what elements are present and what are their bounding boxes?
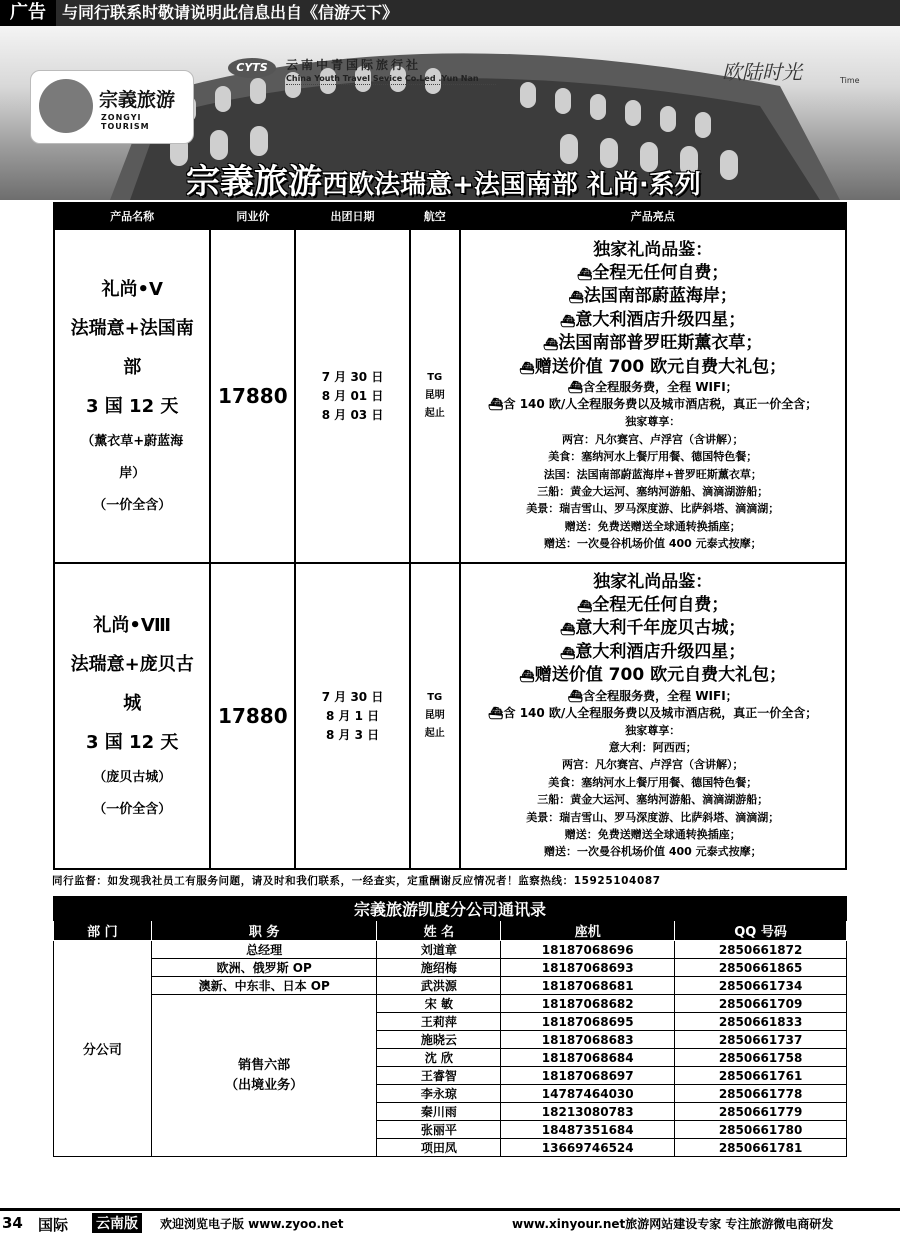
- ship-icon: ⛴: [519, 360, 535, 375]
- ship-icon: ⛴: [519, 669, 535, 684]
- ship-icon: ⛴: [567, 688, 584, 703]
- highlight-item: ⛴含 140 欧/人全程服务费以及城市酒店税，真正一价全含；: [488, 705, 818, 720]
- header-qq: QQ 号码: [675, 921, 847, 941]
- sales-unit-name: 销售六部: [238, 1057, 291, 1073]
- highlight-detail: 美食：塞纳河水上餐厅用餐、德国特色餐；: [548, 450, 758, 464]
- name-cell: 王莉萍: [377, 1013, 501, 1031]
- department-cell: 分公司: [54, 941, 152, 1157]
- header-price: 同业价: [210, 203, 295, 229]
- supervision-notice: 同行监督：如发现我社员工有服务问题，请及时和我们联系，一经查实，定重酬谢反应情况者！监察热线：15925104087: [52, 875, 661, 887]
- qq-cell: 2850661865: [675, 959, 847, 977]
- logo-text-cn: 宗義旅游: [99, 89, 176, 111]
- departure-date: 8 月 1 日: [325, 708, 380, 723]
- highlight-detail: 法国：法国南部蔚蓝海岸+普罗旺斯薰衣草；: [543, 467, 762, 481]
- highlight-item: ⛴赠送价值 700 欧元自费大礼包；: [519, 356, 787, 377]
- qq-cell: 2850661709: [675, 995, 847, 1013]
- product-airline: [410, 563, 460, 869]
- footer-website-link[interactable]: 欢迎浏览电子版 www.zyoo.net: [160, 1217, 344, 1231]
- product-note: （薰衣草+蔚蓝海: [81, 434, 184, 449]
- ship-icon: ⛴: [488, 397, 504, 412]
- ship-icon: ⛴: [568, 290, 584, 305]
- highlight-detail: 赠送：免费送赠送全球通转换插座；: [564, 828, 741, 842]
- product-row: [54, 563, 846, 869]
- highlight-item: ⛴意大利酒店升级四星；: [560, 641, 746, 662]
- departure-date: 8 月 3 日: [325, 727, 380, 742]
- qq-cell: 2850661833: [675, 1013, 847, 1031]
- ship-icon: ⛴: [488, 705, 504, 720]
- header-department: 部 门: [54, 921, 152, 941]
- directory-header: [54, 921, 847, 941]
- page-number: 34: [2, 1214, 23, 1232]
- header-highlights: 产品亮点: [460, 203, 846, 229]
- airline-note: 起止: [424, 408, 445, 419]
- ship-icon: ⛴: [567, 380, 584, 395]
- name-cell: 施绍梅: [377, 959, 501, 977]
- table-row: [54, 941, 847, 959]
- phone-cell: 18187068683: [501, 1031, 675, 1049]
- highlight-detail: 两宫：凡尔赛宫、卢浮宫（含讲解）；: [562, 758, 744, 772]
- phone-cell: 18187068695: [501, 1013, 675, 1031]
- product-price: 17880: [210, 229, 295, 563]
- highlight-title: 独家礼尚品鉴：: [593, 240, 713, 261]
- ship-icon: ⛴: [560, 645, 576, 660]
- header-dates: 出团日期: [295, 203, 409, 229]
- table-row: [54, 977, 847, 995]
- directory-title: 宗義旅游凯度分公司通讯录: [54, 897, 847, 921]
- qq-cell: 2850661778: [675, 1085, 847, 1103]
- phone-cell: 18187068697: [501, 1067, 675, 1085]
- highlight-item: ⛴全程无任何自费；: [577, 262, 729, 283]
- product-name-line: 礼尚•Ⅴ: [101, 279, 163, 300]
- product-note: （庞贝古城）: [93, 770, 172, 785]
- footprint-icon: [39, 79, 93, 133]
- airline-note: 起止: [424, 728, 445, 739]
- qq-cell: 2850661780: [675, 1121, 847, 1139]
- header-role: 职 务: [151, 921, 377, 941]
- highlight-item: ⛴法国南部蔚蓝海岸；: [568, 286, 737, 307]
- product-note: 岸）: [119, 466, 146, 481]
- brand-script: 欧陆时光: [722, 60, 802, 84]
- product-note: （一价全含）: [93, 802, 172, 817]
- ship-icon: ⛴: [577, 598, 593, 613]
- product-table: [53, 202, 847, 870]
- name-cell: 武洪源: [377, 977, 501, 995]
- highlight-title: 独家礼尚品鉴：: [593, 572, 713, 593]
- series-title: [186, 154, 701, 200]
- logo-text-en: ZONGYI TOURISM: [101, 113, 150, 131]
- ship-icon: ⛴: [577, 266, 593, 281]
- highlight-item: ⛴含全程服务费，全程 WIFI；: [567, 688, 738, 703]
- airline-city: 昆明: [424, 710, 445, 721]
- cyts-fine-print: [286, 84, 496, 89]
- qq-cell: 2850661872: [675, 941, 847, 959]
- header-phone: 座机: [501, 921, 675, 941]
- departure-date: 7 月 30 日: [321, 689, 384, 704]
- role-cell: 总经理: [151, 941, 377, 959]
- phone-cell: 18187068696: [501, 941, 675, 959]
- ad-tag: 广告: [0, 0, 56, 26]
- qq-cell: 2850661734: [675, 977, 847, 995]
- name-cell: 刘道章: [377, 941, 501, 959]
- product-dates: [295, 229, 409, 563]
- phone-cell: 18187068681: [501, 977, 675, 995]
- cyts-name-en: China Youth Travel Sevice Co.Led .Yun Nan: [286, 74, 479, 83]
- airline-code: TG: [427, 692, 443, 703]
- highlight-item: ⛴意大利酒店升级四星；: [560, 309, 746, 330]
- banner: [0, 26, 900, 200]
- cyts-name-cn: 云南中青国际旅行社: [286, 58, 422, 72]
- departure-date: 8 月 01 日: [321, 388, 384, 403]
- highlight-subtitle: 独家尊享：: [625, 415, 681, 429]
- role-cell: 欧洲、俄罗斯 OP: [151, 959, 377, 977]
- product-name-line: 法瑞意+法国南: [70, 318, 194, 339]
- highlight-item: ⛴意大利千年庞贝古城；: [560, 618, 746, 639]
- sales-unit-cell: [151, 995, 377, 1157]
- highlight-item: ⛴含全程服务费，全程 WIFI；: [567, 380, 738, 395]
- footer-ad-text[interactable]: www.xinyour.net旅游网站建设专家 专注旅游微电商研发: [512, 1217, 834, 1231]
- airline-code: TG: [427, 372, 443, 383]
- product-name-cell: [54, 563, 210, 869]
- name-cell: 项田凤: [377, 1139, 501, 1157]
- highlight-item: ⛴法国南部普罗旺斯薰衣草；: [543, 333, 763, 354]
- ship-icon: ⛴: [543, 337, 559, 352]
- ship-icon: ⛴: [560, 313, 576, 328]
- qq-cell: 2850661758: [675, 1049, 847, 1067]
- product-name-line: 城: [123, 693, 142, 714]
- table-row: [54, 959, 847, 977]
- edition-badge: 云南版: [92, 1213, 142, 1233]
- highlight-detail: 美食：塞纳河水上餐厅用餐、德国特色餐；: [548, 775, 758, 789]
- product-row: [54, 229, 846, 563]
- ad-notice: 与同行联系时敬请说明此信息出自《信游天下》: [62, 3, 399, 22]
- highlight-detail: 三船：黄金大运河、塞纳河游船、滴滴湖游船；: [537, 485, 769, 498]
- highlight-detail: 意大利：阿西西；: [608, 741, 697, 755]
- directory-title-row: [54, 897, 847, 921]
- qq-cell: 2850661781: [675, 1139, 847, 1157]
- product-table-header: [54, 203, 846, 229]
- highlight-detail: 美景：瑞吉雪山、罗马深度游、比萨斜塔、滴滴湖；: [526, 810, 780, 824]
- qq-cell: 2850661761: [675, 1067, 847, 1085]
- airline-city: 昆明: [424, 390, 445, 401]
- qq-cell: 2850661737: [675, 1031, 847, 1049]
- cyts-logo: CYTS: [228, 58, 276, 78]
- name-cell: 李永琼: [377, 1085, 501, 1103]
- highlight-detail: 赠送：免费送赠送全球通转换插座；: [564, 519, 741, 533]
- highlight-subtitle: 独家尊享：: [625, 723, 681, 737]
- name-cell: 沈 欣: [377, 1049, 501, 1067]
- highlight-detail: 三船：黄金大运河、塞纳河游船、滴滴湖游船；: [537, 793, 769, 807]
- qq-cell: 2850661779: [675, 1103, 847, 1121]
- product-price: 17880: [210, 563, 295, 869]
- phone-cell: 18487351684: [501, 1121, 675, 1139]
- highlight-detail: 美景：瑞吉雪山、罗马深度游、比萨斜塔、滴滴湖；: [526, 502, 780, 516]
- product-airline: [410, 229, 460, 563]
- header-product-name: 产品名称: [54, 203, 210, 229]
- product-note: （一价全含）: [93, 498, 172, 513]
- product-name-line: 3 国 12 天: [86, 396, 179, 417]
- role-cell: 澳新、中东非、日本 OP: [151, 977, 377, 995]
- highlight-detail: 赠送：一次曼谷机场价值 400 元泰式按摩；: [543, 537, 762, 551]
- section-label: 国际: [38, 1216, 69, 1234]
- clock-icon: Time: [840, 76, 860, 85]
- zongyi-logo: [30, 70, 194, 144]
- name-cell: 宋 敏: [377, 995, 501, 1013]
- highlight-detail: 两宫：凡尔赛宫、卢浮宫（含讲解）；: [562, 432, 744, 446]
- series-subtitle: 西欧法瑞意+法国南部 礼尚·系列: [322, 170, 701, 200]
- product-highlights: [460, 563, 846, 869]
- header-name: 姓 名: [377, 921, 501, 941]
- product-name-line: 部: [123, 357, 142, 378]
- product-highlights: [460, 229, 846, 563]
- series-brand: 宗義旅游: [186, 162, 322, 200]
- phone-cell: 18187068693: [501, 959, 675, 977]
- phone-cell: 14787464030: [501, 1085, 675, 1103]
- highlight-item: ⛴含 140 欧/人全程服务费以及城市酒店税，真正一价全含；: [488, 397, 818, 412]
- name-cell: 秦川雨: [377, 1103, 501, 1121]
- phone-cell: 18187068682: [501, 995, 675, 1013]
- product-dates: [295, 563, 409, 869]
- product-name-cell: [54, 229, 210, 563]
- product-name-line: 3 国 12 天: [86, 732, 179, 753]
- table-row: [54, 995, 847, 1013]
- phone-cell: 18213080783: [501, 1103, 675, 1121]
- name-cell: 张丽平: [377, 1121, 501, 1139]
- phone-cell: 13669746524: [501, 1139, 675, 1157]
- highlight-item: ⛴赠送价值 700 欧元自费大礼包；: [519, 665, 787, 686]
- page-footer: [0, 1208, 900, 1233]
- product-name-line: 礼尚•Ⅷ: [93, 615, 171, 636]
- ship-icon: ⛴: [560, 622, 576, 637]
- header-airline: 航空: [410, 203, 460, 229]
- name-cell: 王睿智: [377, 1067, 501, 1085]
- name-cell: 施晓云: [377, 1031, 501, 1049]
- sales-unit-note: （出境业务）: [225, 1077, 304, 1093]
- directory-table: [53, 896, 847, 1157]
- highlight-detail: 赠送：一次曼谷机场价值 400 元泰式按摩；: [543, 845, 762, 859]
- product-name-line: 法瑞意+庞贝古: [70, 654, 194, 675]
- phone-cell: 18187068684: [501, 1049, 675, 1067]
- highlight-item: ⛴全程无任何自费；: [577, 594, 729, 615]
- departure-date: 7 月 30 日: [321, 369, 384, 384]
- departure-date: 8 月 03 日: [321, 407, 384, 422]
